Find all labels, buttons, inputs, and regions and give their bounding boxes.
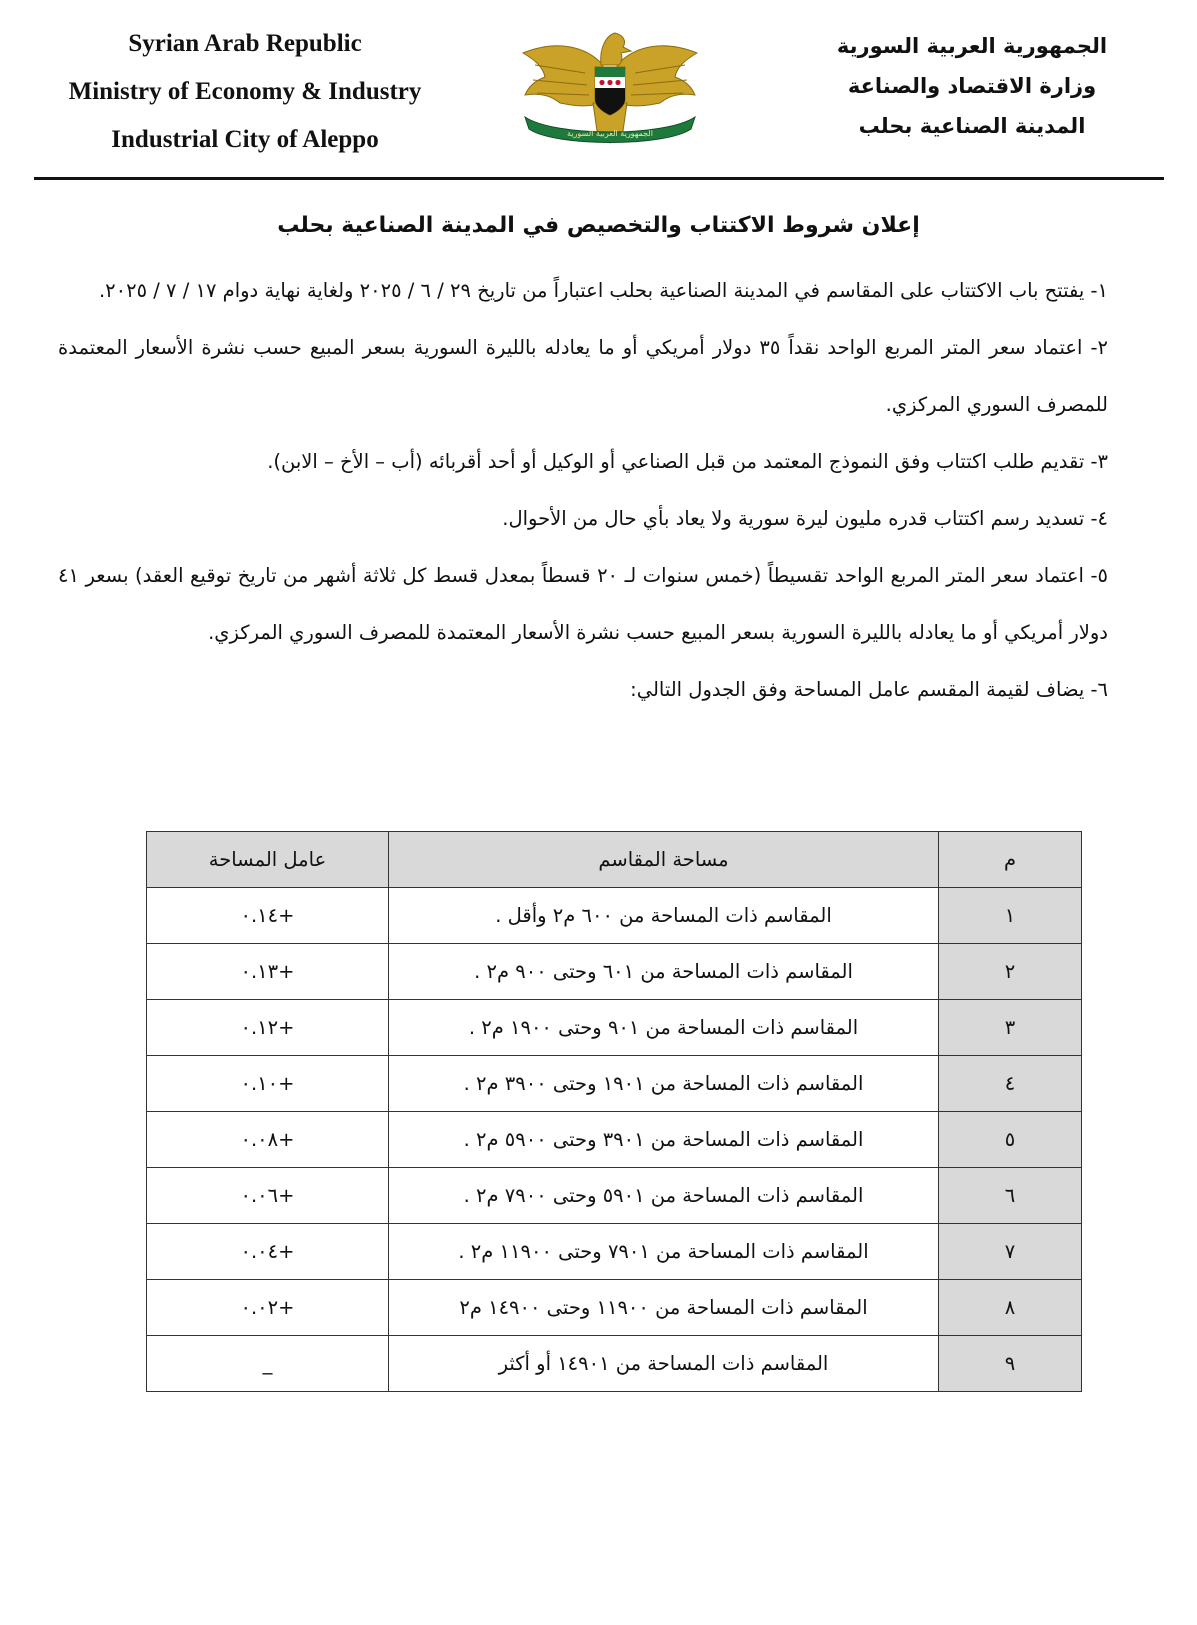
row-area: المقاسم ذات المساحة من ٦٠٠ م٢ وأقل . [388,888,938,944]
area-factor-table [146,831,1082,1392]
condition-item-2: ٢- اعتماد سعر المتر المربع الواحد نقداً ٣٥ دولار أمريكي أو ما يعادله بالليرة السورية بسعر المبيع حسب نشرة الأسعار المعتمدة للمصرف السوري المركزي. [58,336,1108,416]
row-factor: +٠.٠٢ [147,1280,389,1336]
english-letterhead [40,20,450,164]
row-area: المقاسم ذات المساحة من ٩٠١ وحتى ١٩٠٠ م٢ . [388,1000,938,1056]
header-number: م [939,832,1082,888]
row-number: ٨ [939,1280,1082,1336]
table-row [147,888,1082,944]
table-row [147,1112,1082,1168]
row-area: المقاسم ذات المساحة من ١١٩٠٠ وحتى ١٤٩٠٠ م٢ [388,1280,938,1336]
condition-item-3: ٣- تقديم طلب اكتتاب وفق النموذج المعتمد من قبل الصناعي أو الوكيل أو أحد أقربائه (أب – الأخ – الابن). [267,450,1108,473]
announcement-title: إعلان شروط الاكتتاب والتخصيص في المدينة الصناعية بحلب [277,213,920,238]
syrian-eagle-emblem [515,25,705,150]
row-number: ١ [939,888,1082,944]
table-row [147,1336,1082,1392]
row-area: المقاسم ذات المساحة من ٥٩٠١ وحتى ٧٩٠٠ م٢ . [388,1168,938,1224]
condition-item-5: ٥- اعتماد سعر المتر المربع الواحد تقسيطاً (خمس سنوات لـ ٢٠ قسطاً بمعدل قسط كل ثلاثة أشهر من تاريخ توقيع العقد) بسعر ٤١ دولار أمريكي أو ما يعادله بالليرة السورية بسعر المبيع حسب نشرة الأسعار المعتمدة للمصرف السوري المركزي. [58,564,1108,644]
row-area: المقاسم ذات المساحة من ٧٩٠١ وحتى ١١٩٠٠ م٢ . [388,1224,938,1280]
condition-item-1: ١- يفتتح باب الاكتتاب على المقاسم في المدينة الصناعية بحلب اعتباراً من تاريخ ٢٩ / ٦ / ٢٠٢٥ ولغاية نهاية دوام ١٧ / ٧ / ٢٠٢٥. [98,279,1108,302]
table-row [147,1168,1082,1224]
conditions-list [58,262,1108,718]
header-divider [34,177,1164,180]
row-number: ٥ [939,1112,1082,1168]
row-area: المقاسم ذات المساحة من ٦٠١ وحتى ٩٠٠ م٢ . [388,944,938,1000]
ministry-name-ar: وزارة الاقتصاد والصناعة [847,74,1097,98]
row-number: ٤ [939,1056,1082,1112]
table-row [147,1280,1082,1336]
row-number: ٢ [939,944,1082,1000]
letterhead [0,0,1197,185]
row-factor: +٠.٠٦ [147,1168,389,1224]
city-name-ar: المدينة الصناعية بحلب [858,114,1086,138]
row-area: المقاسم ذات المساحة من ٣٩٠١ وحتى ٥٩٠٠ م٢ . [388,1112,938,1168]
row-factor: +٠.١٢ [147,1000,389,1056]
row-number: ٧ [939,1224,1082,1280]
row-number: ٣ [939,1000,1082,1056]
row-number: ٩ [939,1336,1082,1392]
table-row [147,1000,1082,1056]
row-area: المقاسم ذات المساحة من ١٩٠١ وحتى ٣٩٠٠ م٢ . [388,1056,938,1112]
row-factor: +٠.٠٤ [147,1224,389,1280]
row-number: ٦ [939,1168,1082,1224]
country-name-ar: الجمهورية العربية السورية [836,34,1108,58]
country-name-en: Syrian Arab Republic [128,30,362,57]
city-name-en: Industrial City of Aleppo [111,126,379,153]
row-factor: +٠.٠٨ [147,1112,389,1168]
condition-item-6: ٦- يضاف لقيمة المقسم عامل المساحة وفق الجدول التالي: [630,678,1108,701]
header-area: مساحة المقاسم [388,832,938,888]
header-factor: عامل المساحة [147,832,389,888]
row-factor: +٠.١٤ [147,888,389,944]
table-header-row [147,832,1082,888]
table-row [147,1056,1082,1112]
condition-item-4: ٤- تسديد رسم اكتتاب قدره مليون ليرة سورية ولا يعاد بأي حال من الأحوال. [502,507,1108,530]
table-row [147,1224,1082,1280]
row-factor: +٠.١٣ [147,944,389,1000]
svg-text:الجمهورية العربية السورية: الجمهورية العربية السورية [567,129,653,138]
row-area: المقاسم ذات المساحة من ١٤٩٠١ أو أكثر [388,1336,938,1392]
table-row [147,944,1082,1000]
row-factor: _ [147,1336,389,1392]
arabic-letterhead [807,26,1137,146]
ministry-name-en: Ministry of Economy & Industry [68,78,422,105]
row-factor: +٠.١٠ [147,1056,389,1112]
